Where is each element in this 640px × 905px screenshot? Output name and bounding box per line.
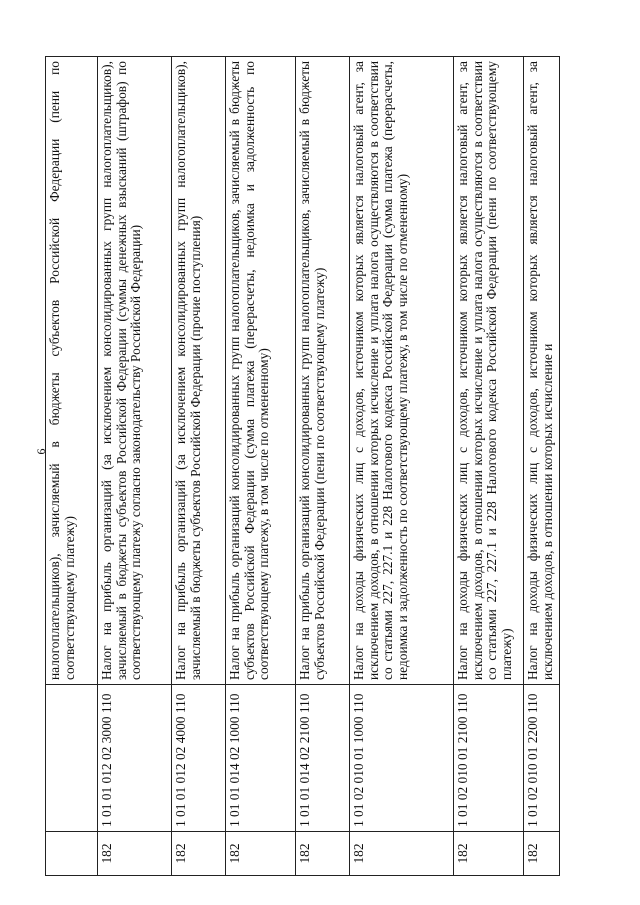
admin-code-cell: 182 (524, 832, 560, 876)
income-name-cell: Налог на прибыль организаций (за исключением консолидированных групп налогоплательщиков), зачисляемый в бюджеты субъектов Российской Федерации (суммы денежных взысканий (штрафов) по соответствующему платежу согласно законодательству Российской Федерации) (98, 57, 172, 685)
budget-codes-table (45, 56, 560, 876)
table-row (454, 57, 524, 876)
admin-code-cell: 182 (98, 832, 172, 876)
admin-code-cell (46, 832, 98, 876)
kbk-code-cell: 1 01 02 010 01 1000 110 (350, 685, 454, 832)
kbk-code-cell: 1 01 01 014 02 1000 110 (226, 685, 296, 832)
table-row (350, 57, 454, 876)
kbk-code-cell: 1 01 01 012 02 4000 110 (172, 685, 226, 832)
income-name-cell: Налог на прибыль организаций консолидированных групп налогоплательщиков, зачисляемый в бюджеты субъектов Российской Федерации (сумма платежа (перерасчеты, недоимка и задолженность по соответствующему платежу, в том числе по отмененному) (226, 57, 296, 685)
admin-code-cell: 182 (172, 832, 226, 876)
income-name-cell: Налог на доходы физических лиц с доходов, источником которых является налоговый агент, за исключением доходов, в отношении которых исчисление и уплата налога осуществляются в соответствии со статьями 227, 227.1 и 228 Налогового кодекса Российской Федерации (сумма платежа (перерасчеты, недоимка и задолженность по соответствующему платежу, в том числе по отмененному) (350, 57, 454, 685)
table-row (226, 57, 296, 876)
admin-code-cell: 182 (226, 832, 296, 876)
kbk-code-cell: 1 01 02 010 01 2100 110 (454, 685, 524, 832)
income-name-cell: Налог на доходы физических лиц с доходов, источником которых является налоговый агент, за исключением доходов, в отношении которых исчисление и уплата налога осуществляются в соответствии со статьями 227, 227.1 и 228 Налогового кодекса Российской Федерации (пени по соответствующему платежу) (454, 57, 524, 685)
table-row (524, 57, 560, 876)
income-name-cell: налогоплательщиков), зачисляемый в бюджеты субъектов Российской Федерации (пени по соответствующему платежу) (46, 57, 98, 685)
table-row (296, 57, 350, 876)
kbk-code-cell: 1 01 01 012 02 3000 110 (98, 685, 172, 832)
admin-code-cell: 182 (454, 832, 524, 876)
rotated-table-wrapper (45, 56, 559, 876)
table-row (172, 57, 226, 876)
admin-code-cell: 182 (296, 832, 350, 876)
income-name-cell: Налог на доходы физических лиц с доходов, источником которых является налоговый агент, за исключением доходов, в отношении которых исчисление и (524, 57, 560, 685)
table-row (46, 57, 98, 876)
kbk-code-cell: 1 01 01 014 02 2100 110 (296, 685, 350, 832)
income-name-cell: Налог на прибыль организаций (за исключением консолидированных групп налогоплательщиков), зачисляемый в бюджеты субъектов Российской Федерации (прочие поступления) (172, 57, 226, 685)
kbk-code-cell: 1 01 02 010 01 2200 110 (524, 685, 560, 832)
admin-code-cell: 182 (350, 832, 454, 876)
income-name-cell: Налог на прибыль организаций консолидированных групп налогоплательщиков, зачисляемый в бюджеты субъектов Российской Федерации (пени по соответствующему платежу) (296, 57, 350, 685)
table-row (98, 57, 172, 876)
kbk-code-cell (46, 685, 98, 832)
page-number: 9 (34, 448, 49, 455)
